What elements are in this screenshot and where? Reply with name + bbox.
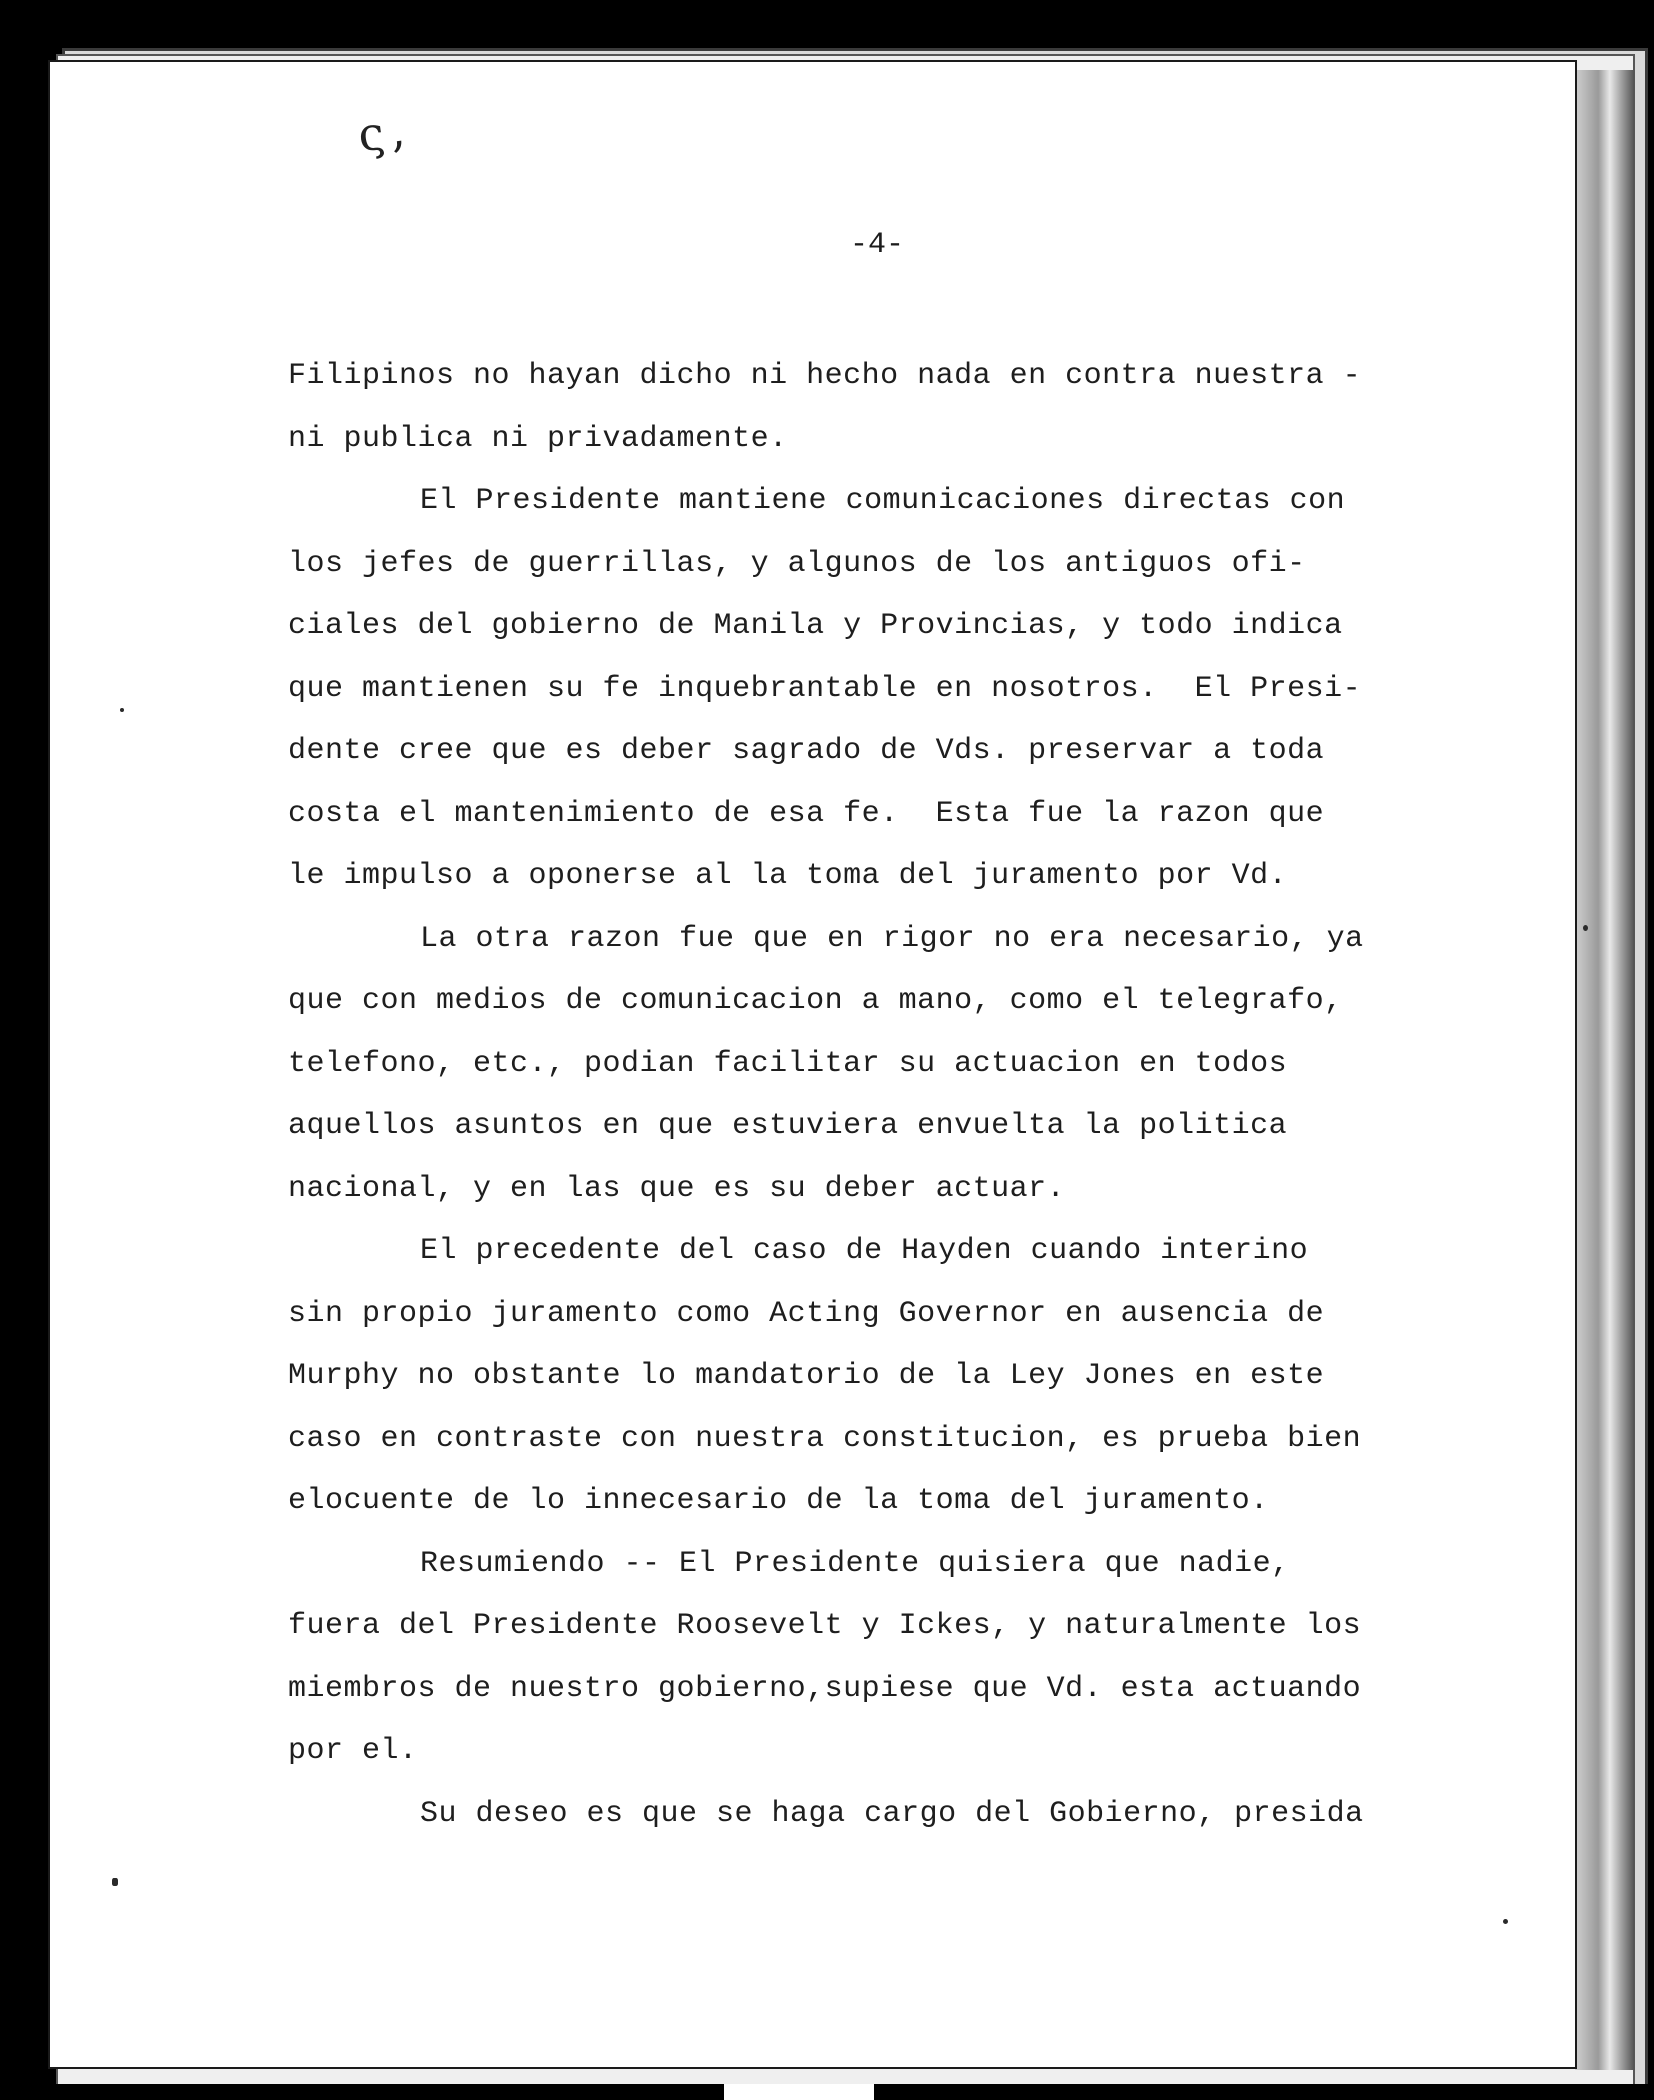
text-line: costa el mantenimiento de esa fe. Esta fue la razon que: [288, 796, 1325, 831]
typed-body-text: [288, 345, 1408, 1845]
text-line: caso en contraste con nuestra constitucion, es prueba bien: [288, 1421, 1362, 1456]
text-line: le impulso a oponerse al la toma del juramento por Vd.: [288, 859, 1288, 893]
text-line: Su deseo es que se haga cargo del Gobierno, presida: [420, 1796, 1364, 1831]
page-number: -4-: [849, 228, 904, 262]
text-line: por el.: [288, 1734, 418, 1768]
scan-speck: [1583, 925, 1588, 931]
handwritten-mark: ς,: [354, 101, 414, 163]
scan-speck: [1503, 1919, 1508, 1924]
scan-speck: [120, 708, 124, 712]
scan-speck: [112, 1878, 118, 1886]
text-line: Resumiendo -- El Presidente quisiera que nadie,: [420, 1546, 1290, 1581]
text-line: sin propio juramento como Acting Governor en ausencia de: [288, 1296, 1325, 1331]
text-line: aquellos asuntos en que estuviera envuelta la politica: [288, 1109, 1288, 1143]
text-line: elocuente de lo innecesario de la toma del juramento.: [288, 1484, 1269, 1518]
text-line: ciales del gobierno de Manila y Provincias, y todo indica: [288, 609, 1343, 643]
page-stack-edge: [1575, 70, 1633, 2070]
text-line: telefono, etc., podian facilitar su actuacion en todos: [288, 1046, 1288, 1081]
scan-bottom-tab: [724, 2084, 874, 2100]
text-line: Filipinos no hayan dicho ni hecho nada en contra nuestra -: [288, 359, 1362, 393]
text-line: fuera del Presidente Roosevelt y Ickes, y naturalmente los: [288, 1609, 1362, 1643]
text-line: El precedente del caso de Hayden cuando interino: [420, 1234, 1309, 1268]
text-line: nacional, y en las que es su deber actuar.: [288, 1171, 1066, 1206]
text-line: dente cree que es deber sagrado de Vds. preservar a toda: [288, 734, 1325, 768]
text-line: Murphy no obstante lo mandatorio de la Ley Jones en este: [288, 1359, 1325, 1393]
text-line: miembros de nuestro gobierno,supiese que Vd. esta actuando: [288, 1671, 1362, 1706]
text-line: El Presidente mantiene comunicaciones directas con: [420, 484, 1346, 518]
text-line: que con medios de comunicacion a mano, como el telegrafo,: [288, 984, 1343, 1018]
text-line: que mantienen su fe inquebrantable en nosotros. El Presi-: [288, 671, 1362, 706]
text-line: ni publica ni privadamente.: [288, 421, 788, 456]
text-line: los jefes de guerrillas, y algunos de los antiguos ofi-: [288, 546, 1306, 581]
text-line: La otra razon fue que en rigor no era necesario, ya: [420, 921, 1364, 956]
